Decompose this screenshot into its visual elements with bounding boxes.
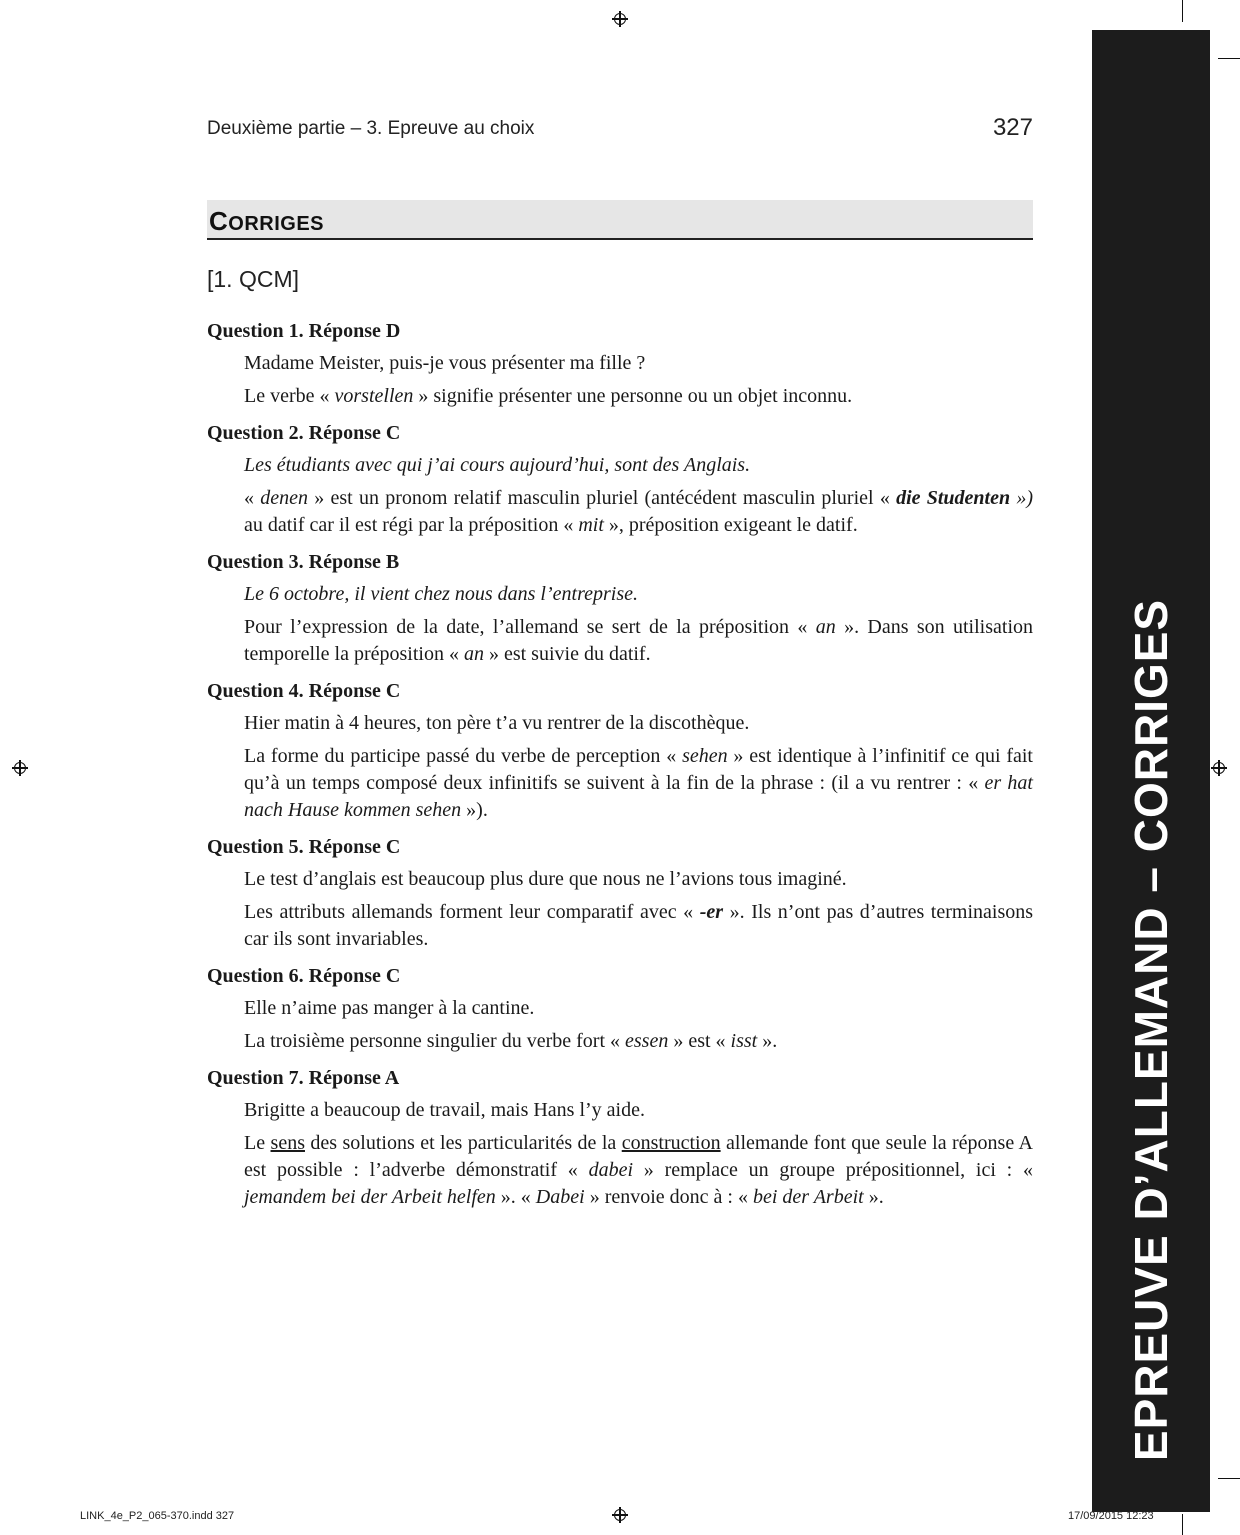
explanation-segment: », préposition exigeant le datif. [603, 514, 858, 536]
explanation-segment: Les attributs allemands forment leur comparatif avec « [244, 901, 700, 923]
explanation-segment: ». [863, 1186, 884, 1208]
explanation-segment: mit [578, 514, 604, 536]
explanation-segment: au datif car il est régi par la préposition « [244, 514, 579, 536]
question-sentence: Elle n’aime pas manger à la cantine. [244, 997, 535, 1019]
explanation-segment: dabei [588, 1159, 634, 1181]
explanation-segment: an [463, 643, 484, 665]
explanation-segment: » renvoie donc à : « [584, 1186, 753, 1208]
explanation-segment: er hat nach Hause kommen sehen [244, 772, 1033, 821]
question-block [207, 318, 1033, 410]
question-explanation [244, 1028, 1033, 1055]
explanation-segment: -er [699, 901, 724, 923]
footer-timestamp: 17/09/2015 12:23 [1068, 1510, 1154, 1522]
explanation-segment: sens [270, 1132, 305, 1154]
explanation-segment: » est identique à l’infinitif ce qui fait qu’à un temps composé deux infinitifs se suivent à la fin de la phrase : (il a vu rentrer : « [244, 745, 1033, 794]
explanation-segment: des solutions et les particularités de la [304, 1132, 622, 1154]
question-sentence: Hier matin à 4 heures, ton père t’a vu rentrer de la discothèque. [244, 712, 750, 734]
section-title-initial: C [209, 206, 229, 236]
explanation-segment: ». « [495, 1186, 536, 1208]
question-block [207, 678, 1033, 824]
question-heading: Question 6. Réponse C [207, 965, 401, 987]
explanation-segment: »). [461, 799, 488, 821]
question-explanation [244, 1130, 1033, 1211]
explanation-segment: » est un pronom relatif masculin pluriel (antécédent masculin pluriel « [308, 487, 897, 509]
registration-mark-top-icon [614, 13, 626, 25]
question-explanation [244, 614, 1033, 668]
question-heading: Question 5. Réponse C [207, 836, 401, 858]
question-block [207, 963, 1033, 1055]
explanation-segment: allemande font que seule la réponse A est possible : l’adverbe démonstratif « [244, 1132, 1033, 1181]
question-block [207, 1065, 1033, 1211]
question-heading: Question 1. Réponse D [207, 320, 401, 342]
explanation-segment: ». Dans son utilisation temporelle la préposition « [244, 616, 1034, 665]
side-tab-label: EPREUVE D’ALLEMAND – CORRIGES [1125, 598, 1177, 1462]
registration-mark-right-icon [1213, 762, 1225, 774]
footer-file: LINK_4e_P2_065-370.indd 327 [80, 1510, 235, 1522]
question-sentence: Le test d’anglais est beaucoup plus dure que nous ne l’avions tous imaginé. [244, 868, 847, 890]
question-heading: Question 7. Réponse A [207, 1067, 400, 1089]
question-sentence: Les étudiants avec qui j’ai cours aujourd’hui, sont des Anglais. [244, 454, 751, 476]
explanation-segment: isst [730, 1030, 758, 1052]
explanation-segment: ». Ils n’ont pas d’autres terminaisons car ils sont invariables. [244, 901, 1034, 950]
crop-mark [1218, 1478, 1240, 1479]
registration-mark-left-icon [14, 762, 26, 774]
explanation-segment: an [815, 616, 836, 638]
explanation-segment: » est suivie du datif. [483, 643, 651, 665]
registration-mark-bottom-icon [614, 1509, 626, 1521]
question-explanation [244, 383, 1033, 410]
explanation-segment: « [244, 487, 261, 509]
explanation-segment: » signifie présenter une personne ou un objet inconnu. [413, 385, 853, 407]
question-explanation [244, 899, 1033, 953]
question-heading: Question 2. Réponse C [207, 422, 401, 444]
explanation-segment: » remplace un groupe prépositionnel, ici : « [633, 1159, 1034, 1181]
explanation-segment: denen [260, 487, 309, 509]
question-heading: Question 4. Réponse C [207, 680, 401, 702]
explanation-segment: Le verbe « [244, 385, 335, 407]
question-explanation [244, 743, 1033, 824]
crop-mark [1218, 58, 1240, 59]
explanation-segment: » est « [668, 1030, 731, 1052]
crop-mark [1182, 0, 1183, 22]
explanation-segment: ». [757, 1030, 778, 1052]
side-tab-label-wrapper [1092, 30, 1210, 1512]
explanation-segment: sehen [682, 745, 728, 767]
explanation-segment: essen [625, 1030, 669, 1052]
question-block [207, 420, 1033, 539]
explanation-segment: construction [621, 1132, 721, 1154]
explanation-segment: ») [1010, 487, 1034, 509]
question-sentence: Brigitte a beaucoup de travail, mais Hans l’y aide. [244, 1099, 645, 1121]
explanation-segment: vorstellen [334, 385, 414, 407]
page-number: 327 [992, 114, 1033, 141]
section-heading-bar [207, 200, 1033, 240]
explanation-segment: Le [244, 1132, 271, 1154]
section-title [209, 206, 324, 237]
explanation-segment: jemandem bei der Arbeit helfen [244, 1186, 496, 1208]
explanation-segment: La forme du participe passé du verbe de perception « [244, 745, 683, 767]
explanation-segment: bei der Arbeit [752, 1186, 864, 1208]
question-sentence: Le 6 octobre, il vient chez nous dans l’entreprise. [244, 583, 639, 605]
explanation-segment: die Studenten [896, 487, 1011, 509]
explanation-segment: Dabei [535, 1186, 585, 1208]
subsection-title: [1. QCM] [207, 266, 300, 292]
question-block [207, 549, 1033, 668]
explanation-segment: Pour l’expression de la date, l’allemand se sert de la préposition « [244, 616, 816, 638]
section-title-rest: ORRIGES [228, 213, 325, 235]
questions-list [207, 318, 1033, 1221]
question-block [207, 834, 1033, 953]
explanation-segment: La troisième personne singulier du verbe fort « [244, 1030, 625, 1052]
question-sentence: Madame Meister, puis-je vous présenter ma fille ? [244, 352, 646, 374]
question-heading: Question 3. Réponse B [207, 551, 400, 573]
question-explanation [244, 485, 1033, 539]
running-title: Deuxième partie – 3. Epreuve au choix [207, 118, 535, 139]
crop-mark [1182, 1514, 1183, 1535]
